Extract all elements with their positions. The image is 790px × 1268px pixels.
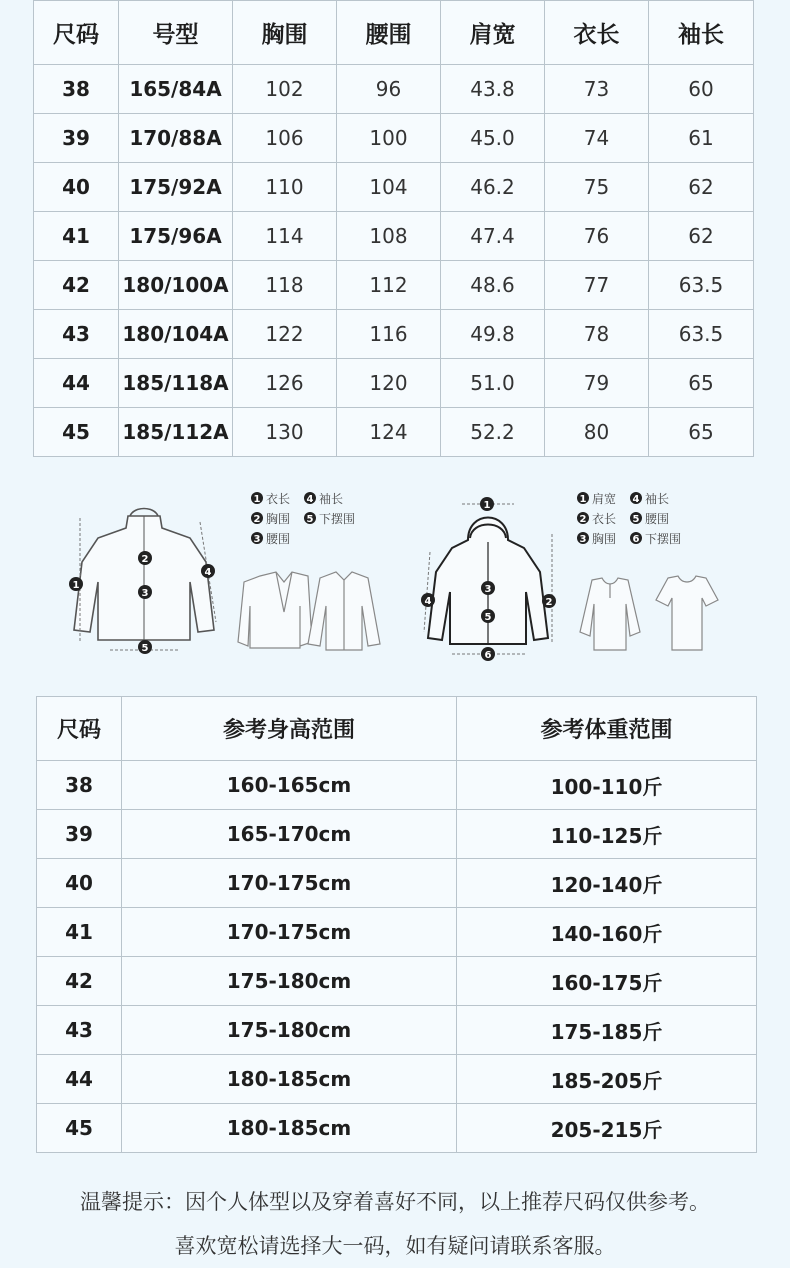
svg-text:4: 4 [306, 494, 314, 505]
svg-text:3: 3 [253, 534, 261, 545]
header-waist: 腰围 [337, 1, 441, 65]
table-row [37, 761, 757, 810]
table-row [34, 310, 754, 359]
table-cell: 160-165cm [122, 761, 457, 810]
table-cell: 130 [233, 408, 337, 457]
right-marker-5: 5 [484, 612, 492, 623]
svg-text:5: 5 [306, 514, 314, 525]
table-cell: 41 [34, 212, 119, 261]
table-cell: 120 [337, 359, 441, 408]
tip-line-2: 喜欢宽松请选择大一码，如有疑问请联系客服。 [174, 1234, 616, 1258]
legend-waist-2: 腰围 [645, 512, 670, 526]
header-size: 尺码 [34, 1, 119, 65]
svg-text:3: 3 [579, 534, 587, 545]
table-cell: 76 [545, 212, 649, 261]
table-cell: 75 [545, 163, 649, 212]
table-cell: 38 [34, 65, 119, 114]
legend-sleeve-2: 袖长 [645, 492, 670, 506]
table-cell: 49.8 [441, 310, 545, 359]
header-weight-range: 参考体重范围 [457, 697, 757, 761]
table-row [34, 65, 754, 114]
size-tip [0, 1180, 790, 1268]
svg-text:6: 6 [632, 534, 640, 545]
table-cell: 48.6 [441, 261, 545, 310]
table-cell: 62 [649, 163, 754, 212]
table-cell: 124 [337, 408, 441, 457]
table-row [34, 212, 754, 261]
table-row [37, 1055, 757, 1104]
table-cell: 61 [649, 114, 754, 163]
table-cell: 126 [233, 359, 337, 408]
table-row [34, 261, 754, 310]
legend-waist: 腰围 [266, 532, 291, 546]
reference-size-table [36, 696, 757, 1153]
svg-text:1: 1 [253, 494, 261, 505]
table-cell: 43 [37, 1006, 122, 1055]
table-row [34, 114, 754, 163]
header-sleeve: 袖长 [649, 1, 754, 65]
table-cell: 79 [545, 359, 649, 408]
table-cell: 165-170cm [122, 810, 457, 859]
table-row [37, 810, 757, 859]
longsleeve-thumbnail [580, 578, 640, 650]
table-cell: 100-110斤 [457, 761, 757, 810]
left-marker-5: 5 [141, 643, 149, 654]
svg-text:2: 2 [579, 514, 587, 525]
legend-chest-2: 胸围 [592, 532, 617, 546]
table-header-row [34, 1, 754, 65]
left-jacket-illustration [74, 509, 214, 641]
table-cell: 47.4 [441, 212, 545, 261]
table-cell: 51.0 [441, 359, 545, 408]
table-cell: 110 [233, 163, 337, 212]
table-cell: 104 [337, 163, 441, 212]
svg-text:5: 5 [632, 514, 640, 525]
table-cell: 106 [233, 114, 337, 163]
shirt-thumbnail [308, 572, 380, 650]
right-hoodie-illustration [428, 518, 548, 645]
table-cell: 39 [34, 114, 119, 163]
table-cell: 175-180cm [122, 957, 457, 1006]
table-cell: 180/100A [119, 261, 233, 310]
table-row [37, 957, 757, 1006]
right-marker-2: 2 [545, 597, 553, 608]
table-cell: 180-185cm [122, 1104, 457, 1153]
table-cell: 120-140斤 [457, 859, 757, 908]
table-row [37, 1104, 757, 1153]
table-cell: 185-205斤 [457, 1055, 757, 1104]
header-model: 号型 [119, 1, 233, 65]
left-marker-1: 1 [72, 580, 80, 591]
svg-text:1: 1 [579, 494, 587, 505]
table-cell: 110-125斤 [457, 810, 757, 859]
table-cell: 175-180cm [122, 1006, 457, 1055]
right-marker-6: 6 [484, 650, 492, 661]
table-cell: 42 [34, 261, 119, 310]
table-cell: 77 [545, 261, 649, 310]
measurement-diagram [0, 482, 790, 672]
svg-text:2: 2 [253, 514, 261, 525]
left-legend [251, 491, 355, 546]
table-cell: 45 [37, 1104, 122, 1153]
table-cell: 170/88A [119, 114, 233, 163]
table-cell: 44 [34, 359, 119, 408]
table-cell: 52.2 [441, 408, 545, 457]
table-cell: 160-175斤 [457, 957, 757, 1006]
legend-length-2: 衣长 [592, 512, 617, 526]
table-cell: 38 [37, 761, 122, 810]
table-cell: 42 [37, 957, 122, 1006]
left-marker-2: 2 [141, 554, 149, 565]
table-cell: 116 [337, 310, 441, 359]
table-cell: 175/96A [119, 212, 233, 261]
table-cell: 80 [545, 408, 649, 457]
header-size: 尺码 [37, 697, 122, 761]
right-marker-1: 1 [483, 500, 491, 511]
table-cell: 46.2 [441, 163, 545, 212]
table-cell: 63.5 [649, 261, 754, 310]
table-cell: 100 [337, 114, 441, 163]
header-height-range: 参考身高范围 [122, 697, 457, 761]
legend-sleeve: 袖长 [319, 492, 344, 506]
table-cell: 102 [233, 65, 337, 114]
table-row [37, 1006, 757, 1055]
table-cell: 65 [649, 359, 754, 408]
table-cell: 140-160斤 [457, 908, 757, 957]
legend-hem-2: 下摆围 [645, 532, 682, 546]
tshirt-thumbnail [656, 576, 718, 650]
table-cell: 175-185斤 [457, 1006, 757, 1055]
table-cell: 74 [545, 114, 649, 163]
blazer-thumbnail [238, 572, 312, 648]
table-cell: 175/92A [119, 163, 233, 212]
table-cell: 73 [545, 65, 649, 114]
legend-length: 衣长 [266, 492, 291, 506]
table-cell: 45.0 [441, 114, 545, 163]
table-cell: 40 [37, 859, 122, 908]
left-marker-4: 4 [204, 567, 212, 578]
table-header-row [37, 697, 757, 761]
table-cell: 65 [649, 408, 754, 457]
table-cell: 39 [37, 810, 122, 859]
table-cell: 165/84A [119, 65, 233, 114]
table-row [37, 859, 757, 908]
legend-hem: 下摆围 [319, 512, 356, 526]
right-legend [577, 491, 681, 546]
table-row [34, 408, 754, 457]
table-cell: 63.5 [649, 310, 754, 359]
legend-chest: 胸围 [266, 512, 291, 526]
header-shoulder: 肩宽 [441, 1, 545, 65]
table-cell: 170-175cm [122, 859, 457, 908]
table-cell: 43.8 [441, 65, 545, 114]
size-measurement-table [33, 0, 754, 457]
table-cell: 180/104A [119, 310, 233, 359]
table-row [34, 163, 754, 212]
table-cell: 108 [337, 212, 441, 261]
table-cell: 170-175cm [122, 908, 457, 957]
table-cell: 45 [34, 408, 119, 457]
table-cell: 112 [337, 261, 441, 310]
right-marker-4: 4 [424, 596, 432, 607]
table-cell: 96 [337, 65, 441, 114]
table-cell: 114 [233, 212, 337, 261]
header-length: 衣长 [545, 1, 649, 65]
left-marker-3: 3 [141, 588, 149, 599]
table-row [37, 908, 757, 957]
table-cell: 40 [34, 163, 119, 212]
table-cell: 44 [37, 1055, 122, 1104]
table-cell: 41 [37, 908, 122, 957]
table-cell: 122 [233, 310, 337, 359]
table-cell: 118 [233, 261, 337, 310]
right-marker-3: 3 [484, 584, 492, 595]
table-cell: 185/118A [119, 359, 233, 408]
table-cell: 60 [649, 65, 754, 114]
table-cell: 43 [34, 310, 119, 359]
header-chest: 胸围 [233, 1, 337, 65]
table-cell: 185/112A [119, 408, 233, 457]
svg-text:4: 4 [632, 494, 640, 505]
table-cell: 78 [545, 310, 649, 359]
table-cell: 180-185cm [122, 1055, 457, 1104]
table-cell: 205-215斤 [457, 1104, 757, 1153]
tip-line-1: 温馨提示：因个人体型以及穿着喜好不同，以上推荐尺码仅供参考。 [80, 1190, 710, 1214]
table-cell: 62 [649, 212, 754, 261]
table-row [34, 359, 754, 408]
legend-shoulder: 肩宽 [592, 492, 617, 506]
